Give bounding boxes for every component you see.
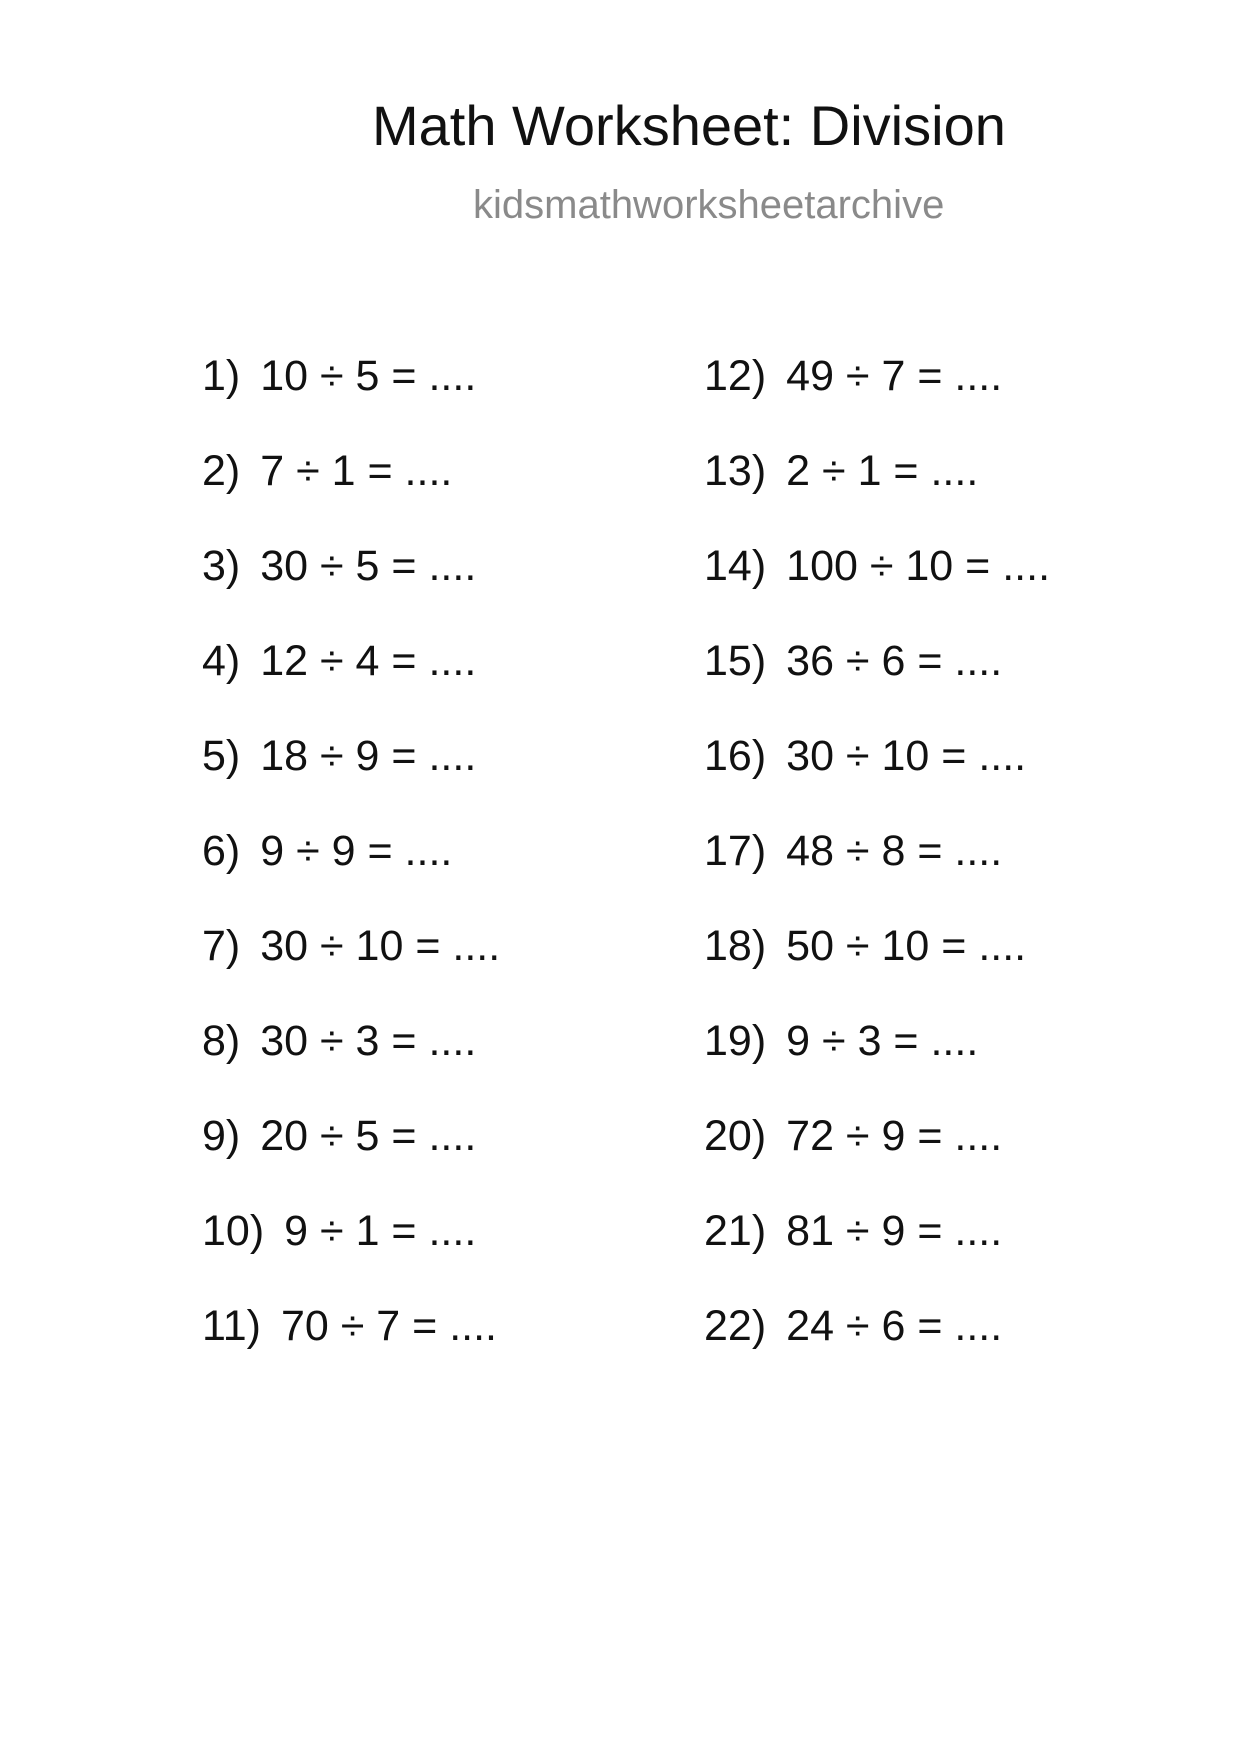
problem-expression: 20 ÷ 5 = .... xyxy=(260,1112,477,1160)
problem-column-left xyxy=(202,352,501,1400)
problem-number: 20) xyxy=(704,1112,767,1160)
problem-item xyxy=(704,637,1050,735)
problem-item xyxy=(202,827,500,925)
problem-item xyxy=(202,1017,500,1115)
problem-number: 1) xyxy=(202,352,241,400)
problem-number: 4) xyxy=(202,637,241,685)
problem-item xyxy=(202,637,500,735)
problem-number: 2) xyxy=(202,447,241,495)
problem-expression: 30 ÷ 5 = .... xyxy=(260,542,477,590)
problem-number: 7) xyxy=(202,922,241,970)
problem-expression: 49 ÷ 7 = .... xyxy=(786,352,1003,400)
problem-item xyxy=(704,1017,1050,1115)
problem-number: 13) xyxy=(704,447,767,495)
problem-item xyxy=(704,542,1051,640)
problem-item xyxy=(202,732,500,830)
problem-item xyxy=(704,352,1050,450)
problem-item xyxy=(704,922,1050,1020)
problem-item xyxy=(202,447,500,545)
problem-expression: 9 ÷ 3 = .... xyxy=(786,1017,979,1065)
problem-number: 16) xyxy=(704,732,767,780)
source-watermark: kidsmathworksheetarchive xyxy=(473,183,945,227)
problem-number: 19) xyxy=(704,1017,767,1065)
problem-expression: 10 ÷ 5 = .... xyxy=(260,352,477,400)
problem-number: 8) xyxy=(202,1017,241,1065)
problem-item xyxy=(704,447,1050,545)
problem-number: 6) xyxy=(202,827,241,875)
problem-item xyxy=(704,732,1050,830)
problem-expression: 72 ÷ 9 = .... xyxy=(786,1112,1003,1160)
problem-item xyxy=(704,827,1050,925)
problem-expression: 9 ÷ 1 = .... xyxy=(284,1207,477,1255)
problem-number: 15) xyxy=(704,637,767,685)
worksheet-title: Math Worksheet: Division xyxy=(372,94,1006,157)
problem-number: 11) xyxy=(202,1302,261,1350)
problem-number: 9) xyxy=(202,1112,241,1160)
problem-expression: 24 ÷ 6 = .... xyxy=(786,1302,1003,1350)
problem-expression: 100 ÷ 10 = .... xyxy=(786,542,1051,590)
problem-expression: 30 ÷ 3 = .... xyxy=(260,1017,477,1065)
problem-expression: 12 ÷ 4 = .... xyxy=(260,637,477,685)
problem-expression: 9 ÷ 9 = .... xyxy=(260,827,453,875)
problem-item xyxy=(704,1112,1050,1210)
problem-expression: 30 ÷ 10 = .... xyxy=(260,922,501,970)
problem-item xyxy=(704,1302,1050,1400)
problem-number: 10) xyxy=(202,1207,265,1255)
problem-expression: 48 ÷ 8 = .... xyxy=(786,827,1003,875)
problem-number: 21) xyxy=(704,1207,767,1255)
problem-item xyxy=(202,1207,500,1305)
problem-number: 3) xyxy=(202,542,241,590)
problem-expression: 36 ÷ 6 = .... xyxy=(786,637,1003,685)
problem-number: 17) xyxy=(704,827,767,875)
problem-expression: 50 ÷ 10 = .... xyxy=(786,922,1027,970)
problem-item xyxy=(202,922,501,1020)
problem-column-right xyxy=(704,352,1051,1400)
problem-number: 22) xyxy=(704,1302,767,1350)
problem-item xyxy=(704,1207,1050,1305)
problem-expression: 7 ÷ 1 = .... xyxy=(260,447,453,495)
problem-expression: 18 ÷ 9 = .... xyxy=(260,732,477,780)
problem-item xyxy=(202,352,500,450)
problem-number: 5) xyxy=(202,732,241,780)
problem-item xyxy=(202,542,500,640)
problem-item xyxy=(202,1302,500,1400)
problem-number: 18) xyxy=(704,922,767,970)
problem-item xyxy=(202,1112,500,1210)
problem-expression: 2 ÷ 1 = .... xyxy=(786,447,979,495)
problem-number: 14) xyxy=(704,542,767,590)
problem-expression: 81 ÷ 9 = .... xyxy=(786,1207,1003,1255)
problem-expression: 70 ÷ 7 = .... xyxy=(280,1302,497,1350)
problem-number: 12) xyxy=(704,352,767,400)
problem-expression: 30 ÷ 10 = .... xyxy=(786,732,1027,780)
